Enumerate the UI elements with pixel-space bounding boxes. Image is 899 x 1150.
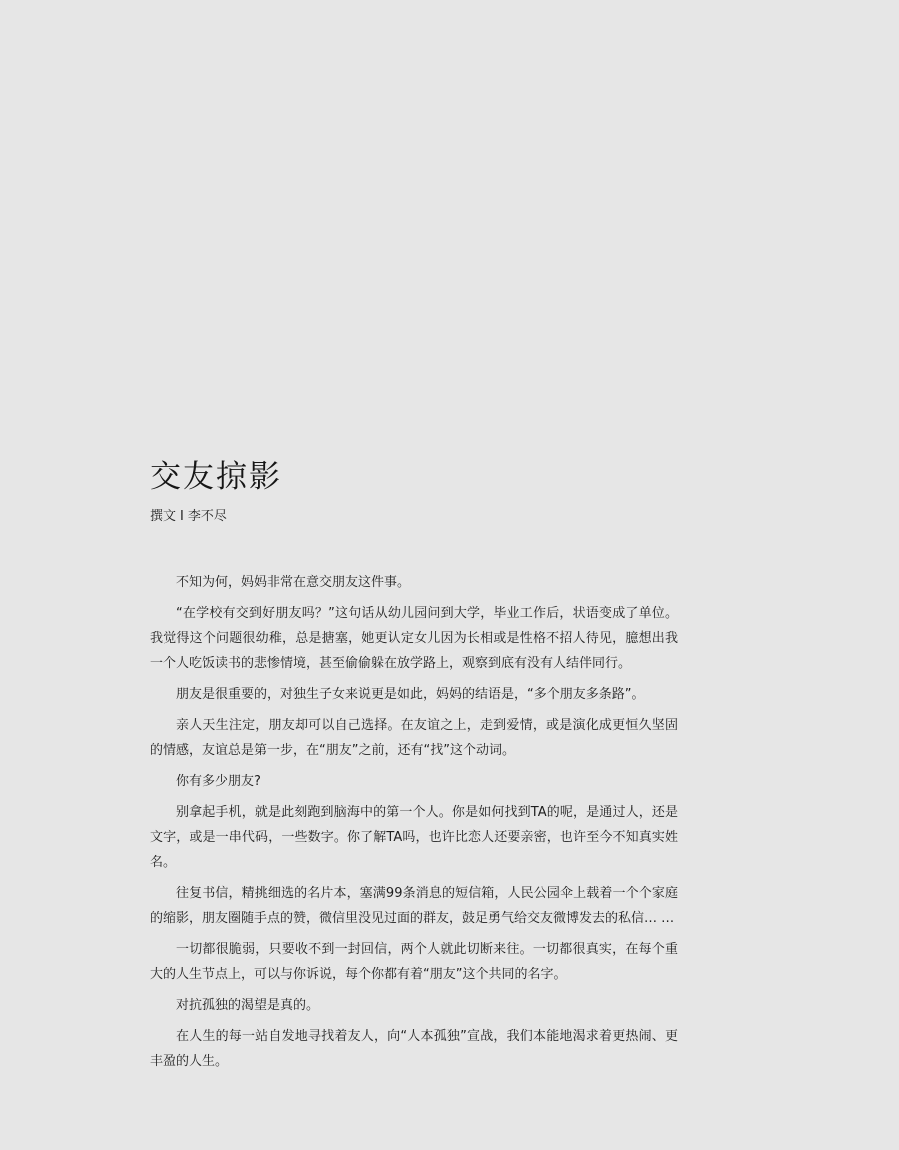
paragraph: 在人生的每一站自发地寻找着友人，向“人本孤独”宣战，我们本能地渴求着更热闹、更丰盈的人生。 (150, 1029, 678, 1069)
paragraph: 不知为何，妈妈非常在意交朋友这件事。 (176, 575, 411, 590)
paragraph: 一切都很脆弱，只要收不到一封回信，两个人就此切断来往。一切都很真实，在每个重大的人生节点上，可以与你诉说，每个你都有着“朋友”这个共同的名字。 (150, 942, 678, 982)
byline-separator: I (180, 509, 184, 524)
article (150, 456, 678, 1080)
paragraph: 对抗孤独的渴望是真的。 (176, 998, 320, 1013)
byline-author: 李不尽 (187, 509, 227, 524)
paragraph: 别拿起手机，就是此刻跑到脑海中的第一个人。你是如何找到TA的呢，是通过人，还是文字，或是一串代码，一些数字。你了解TA吗，也许比恋人还要亲密，也许至今不知真实姓名。 (150, 805, 678, 870)
article-title: 交友掠影 (150, 459, 282, 495)
paragraph: 亲人天生注定，朋友却可以自己选择。在友谊之上，走到爱情，或是演化成更恒久坚固的情感，友谊总是第一步，在“朋友”之前，还有“找”这个动词。 (150, 718, 678, 758)
byline (150, 508, 678, 526)
paragraph: 你有多少朋友? (176, 774, 261, 789)
paragraph: 朋友是很重要的，对独生子女来说更是如此，妈妈的结语是，“多个朋友多条路”。 (176, 687, 645, 702)
paragraph: “在学校有交到好朋友吗？”这句话从幼儿园问到大学，毕业工作后，状语变成了单位。我觉得这个问题很幼稚，总是搪塞，她更认定女儿因为长相或是性格不招人待见，臆想出我一个人吃饭读书的悲惨情境，甚至偷偷躲在放学路上，观察到底有没有人结伴同行。 (150, 606, 678, 671)
paragraph: 往复书信，精挑细选的名片本，塞满99条消息的短信箱，人民公园伞上载着一个个家庭的缩影，朋友圈随手点的赞，微信里没见过面的群友，鼓足勇气给交友微博发去的私信… … (150, 886, 678, 926)
byline-label: 撰文 (150, 509, 177, 524)
article-body (150, 570, 678, 1074)
